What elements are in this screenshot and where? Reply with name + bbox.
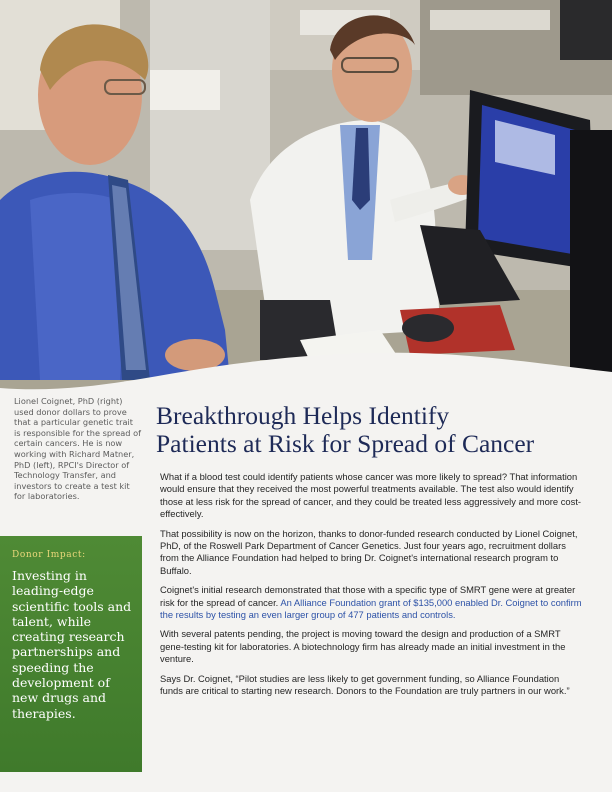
donor-impact-text: Investing in leading-edge scientific tools and talent, while creating research partnerships and speeding the development of new drugs and therapies. <box>12 568 132 721</box>
grant-highlight: An Alliance Foundation grant of $135,000 enabled Dr. Coignet to confirm the results by testing an even larger group of 477 patients and controls. <box>160 596 582 621</box>
donor-impact-box <box>0 536 142 772</box>
body-paragraph-1: What if a blood test could identify patients whose cancer was more likely to spread? That information would ensure that they received the most powerful treatments available. The test also would identify those at less risk for the spread of cancer, and they could be treated less aggressively and more cost-effectively. <box>160 471 582 520</box>
body-paragraph-2: That possibility is now on the horizon, thanks to donor-funded research conducted by Lionel Coignet, PhD, of the Roswell Park Department of Cancer Genetics. Just four years ago, recruitment dollars from the Alliance Foundation had helped to bring Dr. Coignet's international research program to Buffalo. <box>160 527 578 576</box>
article-body <box>160 471 584 705</box>
body-paragraph-3 <box>160 584 584 621</box>
headline-line-2: Patients at Risk for Spread of Cancer <box>156 429 535 458</box>
article-headline <box>156 402 596 458</box>
body-paragraph-5: Says Dr. Coignet, “Pilot studies are less likely to get government funding, so Alliance Foundation funds are critical to starting new research. Donors to the Foundation are truly partners in our work.” <box>160 672 570 697</box>
body-paragraph-3-text: Coignet's initial research demonstrated that those with a specific type of SMRT gene were at greater risk for the spread of cancer. <box>160 584 576 608</box>
donor-impact-heading: Donor Impact: <box>12 550 86 560</box>
photo-caption: Lionel Coignet, PhD (right) used donor dollars to prove that a particular genetic trait is responsible for the spread of certain cancers. He is now working with Richard Matner, PhD (left), RPCI's Director of Technology Transfer, and investors to create a test kit for laboratories. <box>14 396 141 502</box>
headline-line-1: Breakthrough Helps Identify <box>156 401 450 430</box>
body-paragraph-4: With several patents pending, the project is moving toward the design and production of a SMRT gene-testing kit for laboratories. A biotechnology firm has already made an initial investment in the venture. <box>160 628 566 665</box>
